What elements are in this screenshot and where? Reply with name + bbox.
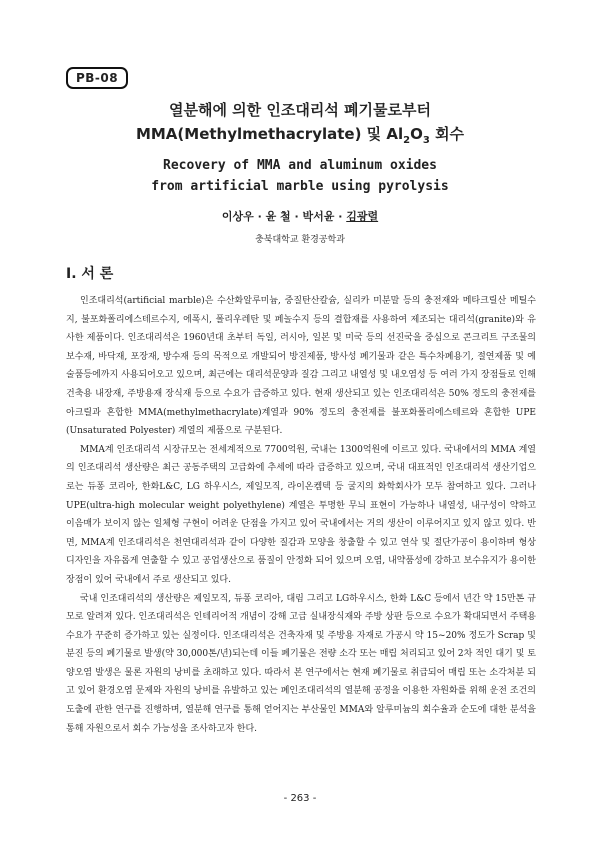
corresponding-author: 김광렬 bbox=[346, 210, 379, 223]
title-oxygen: O bbox=[410, 125, 423, 143]
subscript-3: 3 bbox=[422, 135, 430, 146]
authors bbox=[0, 208, 600, 224]
title-korean-line1: 열분해에 의한 인조대리석 폐기물로부터 bbox=[169, 101, 431, 119]
title-english-line1: Recovery of MMA and aluminum oxides bbox=[163, 158, 437, 173]
paragraph-2: MMA계 인조대리석 시장규모는 전세계적으로 7700억원, 국내는 1300억원에 이르고 있다. 국내에서의 MMA 계열의 인조대리석 생산량은 최근 공동주택의 고급화에 추세에 따라 급증하고 있으며, 국내 대표적인 인조대리석 생산기업으로는 듀퐁 코리아, 한화L&C, LG 하우시스, 제일모직, 라이온켐텍 등 굴지의 화학회사가 모두 참여하고 있다. 그러나 UPE(ultra-high molecular weight polyethylene) 계열은 투명한 무늬 표현이 가능하나 내열성, 내구성이 약하고 이음매가 보이지 않는 일체형 구현이 어려운 단점을 가지고 있어 국내에서는 거의 생산이 이루어지고 있지 않고 있다. 반면, MMA계 인조대리석은 천연대리석과 같이 다양한 질감과 모양을 창출할 수 있고 연삭 및 절단가공이 용이하며 형상디자인을 자유롭게 연출할 수 있고 공업생산으로 품질이 안정화 되어 있으며 오염, 내약품성에 강하고 보수유지가 용이한 장점이 있어 국내에서 주로 생산되고 있다. bbox=[66, 444, 536, 585]
title-block bbox=[0, 98, 600, 197]
title-korean-line2 bbox=[0, 122, 600, 153]
title-korean-line2-post: 회수 bbox=[429, 125, 465, 143]
body-text bbox=[66, 292, 536, 738]
affiliation: 충북대학교 환경공학과 bbox=[255, 235, 345, 245]
authors-main: 이상우 · 윤 철 · 박서윤 · bbox=[221, 210, 347, 223]
paragraph-1: 인조대리석(artificial marble)은 수산화알루미늄, 중질탄산칼슘, 실리카 미분말 등의 충전재와 메타크릴산 메틸수지, 불포화폴리에스테르수지, 에폭시, 폴리우레탄 및 페놀수지 등의 결합재를 사용하여 제조되는 대리석(granite)와 유사한 제품이다. 인조대리석은 1960년대 초부터 독일, 러시아, 일본 및 미국 등의 선진국을 중심으로 콘크리트 구조물의 보수재, 바닥재, 포장재, 방수재 등의 목적으로 개발되어 방진제품, 방사성 폐기물과 같은 특수차폐용기, 절연제품 및 예술품등에까지 사용되어오고 있으며, 최근에는 대리석문양과 질감 그리고 내열성 및 내오염성 등 여러 가지 장점들로 인해 건축용 내장재, 주방용재 장식재 등으로 수요가 급증하고 있다. 현재 생산되고 있는 인조대리석은 50% 정도의 충전제를 아크릴과 혼합한 MMA(methylmethacrylate)계열과 90% 정도의 충전제를 불포화폴리에스테르와 혼합한 UPE (Unsaturated Polyester) 계열의 제품으로 구분된다. bbox=[66, 296, 536, 437]
title-english-line2: from artificial marble using pyrolysis bbox=[151, 179, 449, 194]
session-badge: PB-08 bbox=[66, 67, 128, 89]
section-heading: I. 서 론 bbox=[66, 266, 114, 282]
title-korean-line2-pre: MMA(Methylmethacrylate) 및 Al bbox=[135, 125, 404, 143]
page-number: - 263 - bbox=[283, 793, 317, 804]
subscript-2: 2 bbox=[403, 135, 411, 146]
paragraph-3: 국내 인조대리석의 생산량은 제일모직, 듀퐁 코리아, 대림 그리고 LG하우시스, 한화 L&C 등에서 년간 약 15만톤 규모로 알려져 있다. 인조대리석은 인테리어적 개념이 강해 고급 실내장식재와 주방 상판 등으로 수요가 확대되면서 주택용 수요가 꾸준히 증가하고 있는 실정이다. 인조대리석은 건축자재 및 주방용 자재로 가공시 약 15~20% 정도가 Scrap 및 분진 등의 폐기물로 발생(약 30,000톤/년)되는데 이들 폐기물은 전량 소각 또는 매립 처리되고 있어 2차 적인 대기 및 토양오염 발생은 물론 자원의 낭비를 초래하고 있다. 따라서 본 연구에서는 현재 폐기물로 취급되어 매립 또는 소각처분 되고 있어 환경오염 문제와 자원의 낭비를 유발하고 있는 폐인조대리석의 열분해 공정을 이용한 자원화를 위해 운전 조건의 도출에 관한 연구를 진행하며, 열분해 연구를 통해 얻어지는 부산물인 MMA와 알루미늄의 회수율과 순도에 대한 분석을 통해 자원으로서 회수 가능성을 조사하고자 한다. bbox=[66, 593, 536, 734]
